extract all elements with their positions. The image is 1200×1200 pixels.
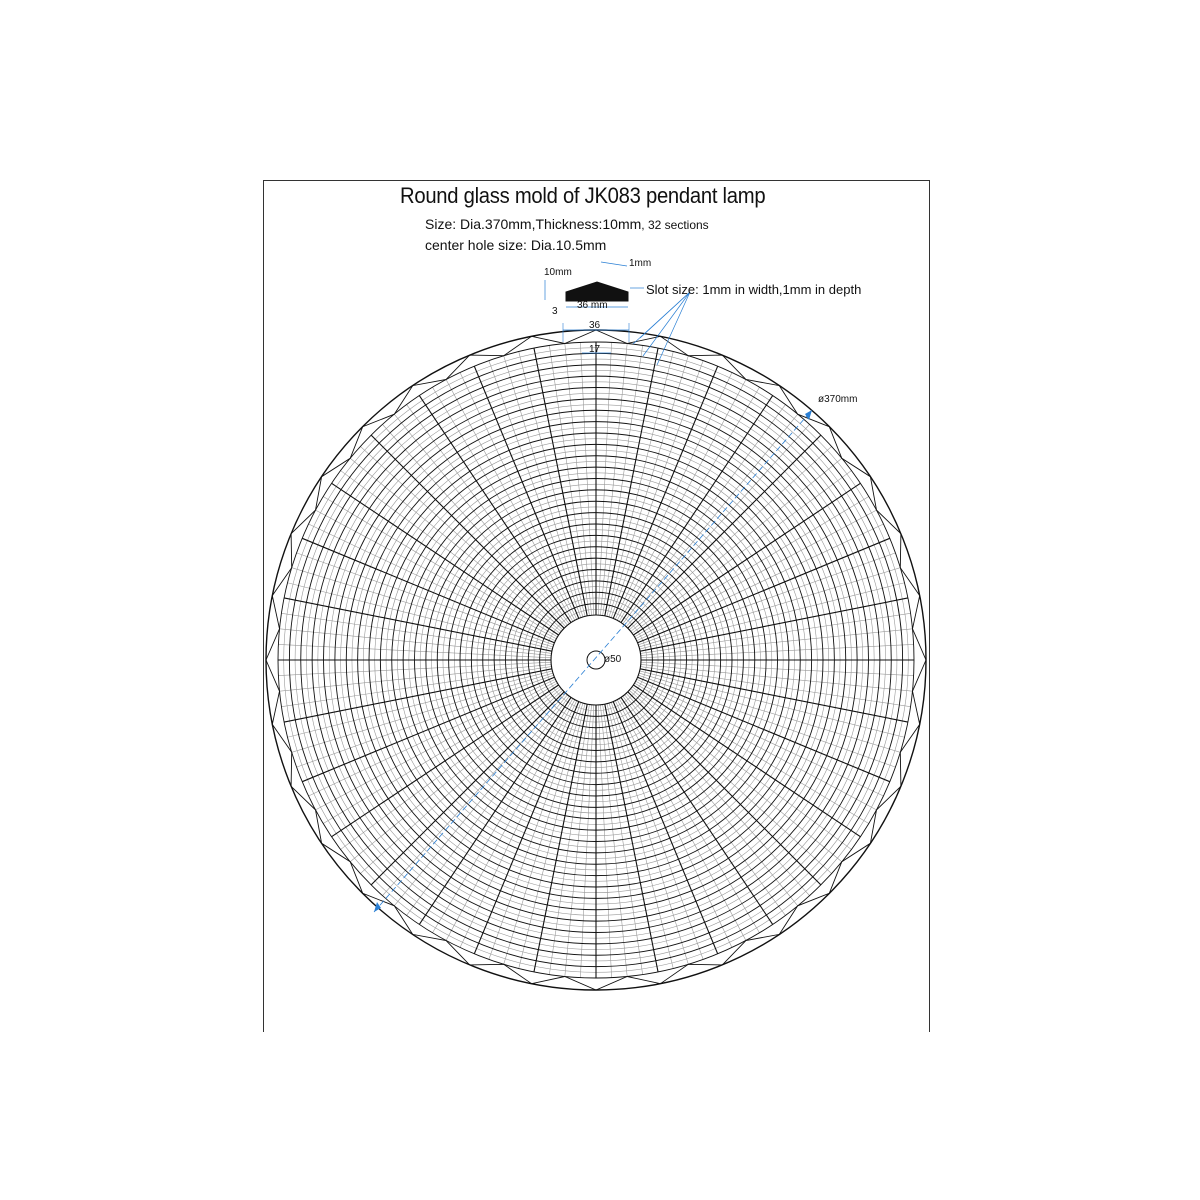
center-diameter-label: ø50 <box>604 654 622 665</box>
outer-diameter-label: ø370mm <box>818 394 858 405</box>
slot-leader-line <box>643 292 690 356</box>
diameter-dimension-line <box>374 410 812 912</box>
spec-size-sep: , <box>641 218 645 232</box>
thickness-label: 10mm <box>544 267 572 278</box>
spec-sections: 32 sections <box>644 218 709 232</box>
outer-chord-label: 36 <box>589 320 601 331</box>
slot-leader-line <box>657 292 690 365</box>
slot-leader-line <box>640 292 690 338</box>
slot-size-note: Slot size: 1mm in width,1mm in depth <box>646 282 862 297</box>
slot-width-label: 1mm <box>629 258 652 269</box>
inner-chord-label: 17 <box>589 344 601 355</box>
section-profile <box>566 282 628 301</box>
spec-size-main: Size: Dia.370mm,Thickness:10mm <box>425 216 642 232</box>
center-ring <box>551 615 641 705</box>
edge-height-label: 3 <box>552 306 558 317</box>
spec-center-hole: center hole size: Dia.10.5mm <box>425 237 607 253</box>
spec-size <box>425 216 709 232</box>
section-grid <box>278 342 914 978</box>
slot-width-leader <box>601 262 627 266</box>
drawing-title: Round glass mold of JK083 pendant lamp <box>400 183 766 208</box>
section-base-label: 36 mm <box>577 300 608 311</box>
